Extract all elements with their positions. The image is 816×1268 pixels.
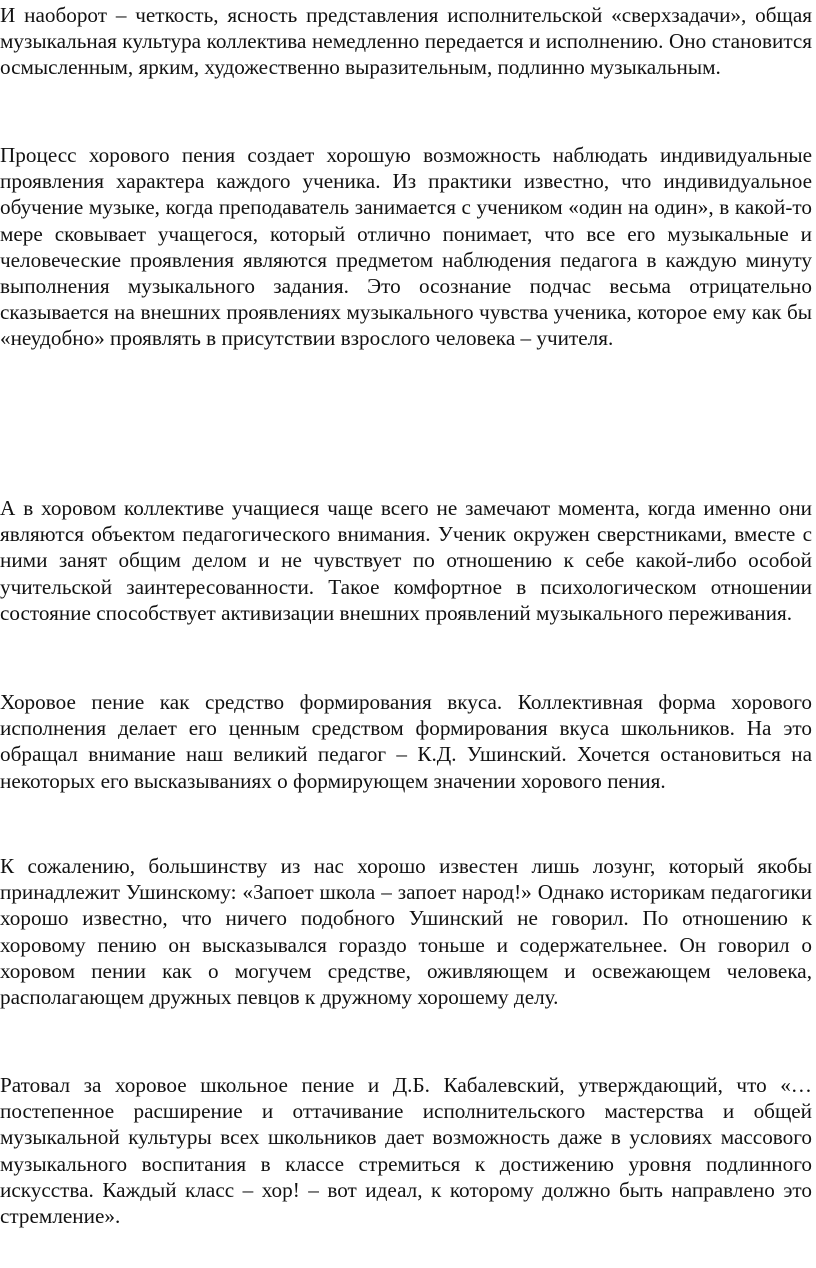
paragraph-6: Ратовал за хоровое школьное пение и Д.Б. Кабалевский, утверждающий, что «…постепенное расширение и оттачивание исполнительского мастерства и общей музыкальной культуры всех школьников дает возможность даже в условиях массового музыкального воспитания в классе стремиться к достижению уровня подлинного искусства. Каждый класс – хор! – вот идеал, к которому должно быть направлено это стремление». (0, 1073, 812, 1229)
paragraph-3: А в хоровом коллективе учащиеся чаще всего не замечают момента, когда именно они являются объектом педагогического внимания. Ученик окружен сверстниками, вместе с ними занят общим делом и не чувствует по отношению к себе какой-либо особой учительской заинтересованности. Такое комфортное в психологическом отношении состояние способствует активизации внешних проявлений музыкального переживания. (0, 496, 812, 625)
paragraph-1: И наоборот – четкость, ясность представления исполнительской «сверхзадачи», общая музыкальная культура коллектива немедленно передается и исполнению. Оно становится осмысленным, ярким, художественно выразительным, подлинно музыкальным. (0, 3, 812, 80)
paragraph-5: К сожалению, большинству из нас хорошо известен лишь лозунг, который якобы принадлежит Ушинскому: «Запоет школа – запоет народ!» Однако историкам педагогики хорошо известно, что ничего подобного Ушинский не говорил. По отношению к хоровому пению он высказывался гораздо тоньше и содержательнее. Он говорил о хоровом пении как о могучем средстве, оживляющем и освежающем человека, располагающем дружных певцов к дружному хорошему делу. (0, 854, 812, 1010)
paragraph-4: Хоровое пение как средство формирования вкуса. Коллективная форма хорового исполнения делает его ценным средством формирования вкуса школьников. На это обращал внимание наш великий педагог – К.Д. Ушинский. Хочется остановиться на некоторых его высказываниях о формирующем значении хорового пения. (0, 690, 812, 793)
paragraph-2: Процесс хорового пения создает хорошую возможность наблюдать индивидуальные проявления характера каждого ученика. Из практики известно, что индивидуальное обучение музыке, когда преподаватель занимается с учеником «один на один», в какой-то мере сковывает учащегося, который отлично понимает, что все его музыкальные и человеческие проявления являются предметом наблюдения педагога в каждую минуту выполнения музыкального задания. Это осознание подчас весьма отрицательно сказывается на внешних проявлениях музыкального чувства ученика, которое ему как бы «неудобно» проявлять в присутствии взрослого человека – учителя. (0, 143, 812, 351)
